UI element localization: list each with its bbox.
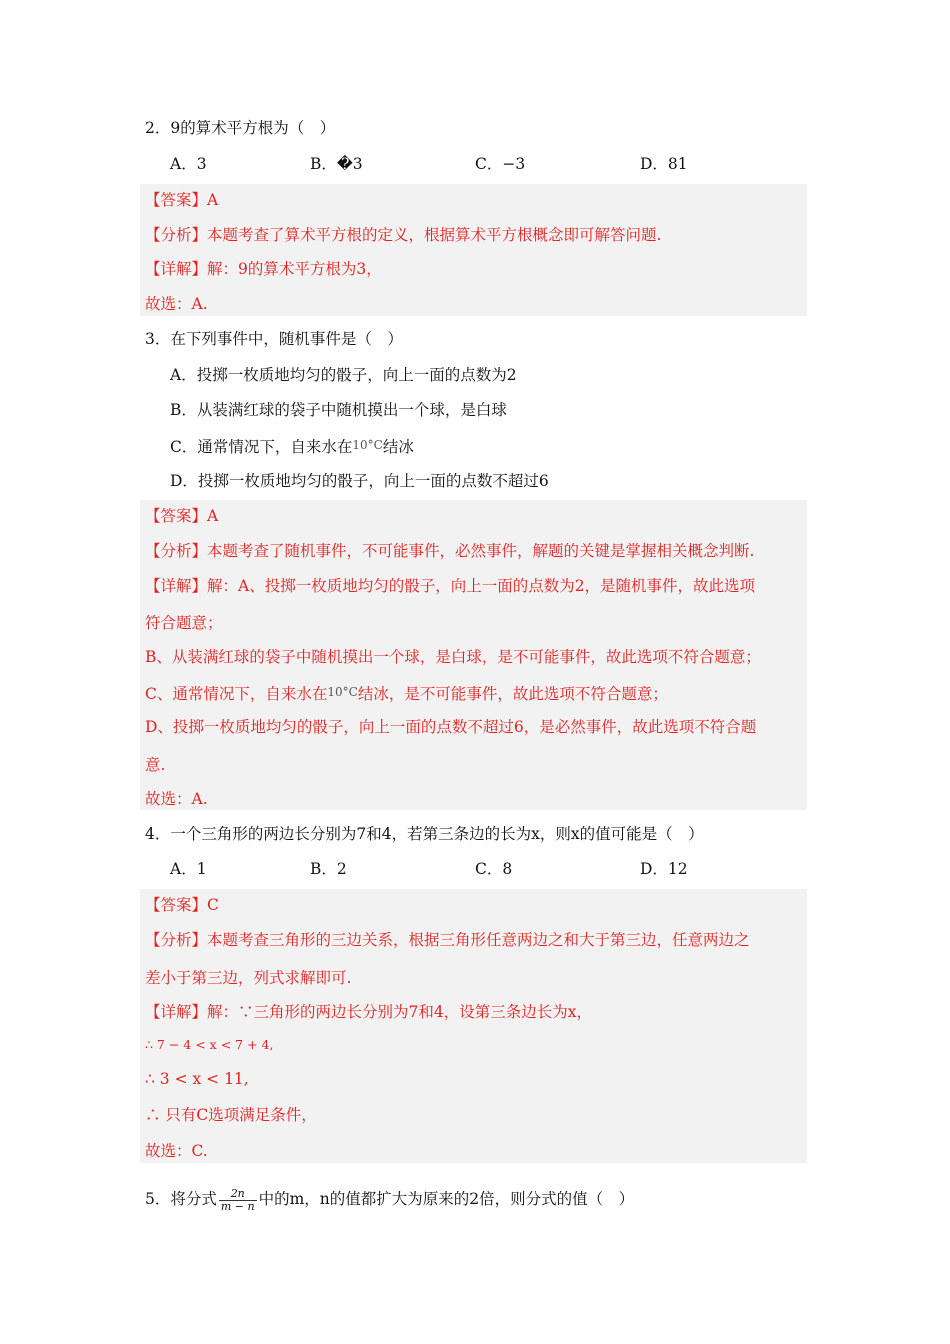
q3-detail-3: B、从装满红球的袋子中随机摸出一个球，是白球，是不可能事件，故此选项不符合题意； [145, 648, 761, 666]
q5-fraction-numerator: 2n [230, 1186, 245, 1200]
q2-analysis: 【分析】本题考查了算术平方根的定义，根据算术平方根概念即可解答问题. [145, 226, 662, 244]
q3-choice: 故选：A. [145, 790, 208, 808]
q5-stem [145, 1182, 634, 1216]
q2-choice: 故选：A. [145, 295, 208, 313]
q4-option-a: A．1 [170, 860, 207, 878]
q3-option-c-post: 结冰 [382, 438, 414, 456]
q3-option-c-temp: 10°C [352, 438, 383, 452]
q3-analysis: 【分析】本题考查了随机事件，不可能事件，必然事件，解题的关键是掌握相关概念判断. [145, 542, 755, 560]
q4-answer: 【答案】C [145, 896, 219, 914]
q4-analysis-2: 差小于第三边，列式求解即可. [145, 969, 352, 987]
q2-stem: 2．9的算术平方根为（ ） [145, 119, 336, 137]
q3-option-a: A．投掷一枚质地均匀的骰子，向上一面的点数为2 [170, 366, 517, 384]
q4-option-d: D．12 [640, 860, 688, 878]
q2-option-d: D．81 [640, 155, 688, 173]
q3-stem: 3．在下列事件中，随机事件是（ ） [145, 330, 403, 348]
q4-math-1: ∴ 7 − 4 < x < 7 + 4, [145, 1037, 274, 1052]
q5-stem-post: 中的m，n的值都扩大为原来的2倍，则分式的值（ ） [258, 1190, 635, 1208]
q2-option-c: C．−3 [475, 155, 526, 173]
q3-detail-2: 符合题意； [145, 614, 223, 632]
q4-option-b: B．2 [310, 860, 347, 878]
q3-option-c [170, 435, 414, 457]
q3-detail-4-temp: 10°C [327, 685, 358, 699]
q3-answer: 【答案】A [145, 507, 219, 525]
q3-option-b: B．从装满红球的袋子中随机摸出一个球，是白球 [170, 401, 507, 419]
q2-detail: 【详解】解：9的算术平方根为3， [145, 260, 382, 278]
q2-option-a: A．3 [170, 155, 207, 173]
q3-detail-4-pre: C、通常情况下，自来水在 [145, 685, 328, 703]
q4-math-2: ∴ 3 < x < 11, [145, 1070, 249, 1088]
q4-option-c: C．8 [475, 860, 513, 878]
q4-stem: 4．一个三角形的两边长分别为7和4，若第三条边的长为x，则x的值可能是（ ） [145, 825, 704, 843]
q3-detail-4-post: 结冰，是不可能事件，故此选项不符合题意； [357, 685, 668, 703]
q3-option-c-pre: C．通常情况下，自来水在 [170, 438, 353, 456]
q5-fraction [219, 1188, 257, 1213]
q2-option-b: B．�3 [310, 155, 363, 173]
q2-answer-box [140, 184, 807, 316]
q4-math-3: ∴ 只有C选项满足条件， [145, 1106, 317, 1124]
q4-analysis-1: 【分析】本题考查三角形的三边关系，根据三角形任意两边之和大于第三边，任意两边之 [145, 931, 750, 949]
q3-option-d: D．投掷一枚质地均匀的骰子，向上一面的点数不超过6 [170, 472, 549, 490]
q3-detail-6: 意. [145, 756, 166, 774]
q5-stem-pre: 5．将分式 [145, 1190, 217, 1208]
q4-choice: 故选：C. [145, 1142, 208, 1160]
q3-detail-5: D、投掷一枚质地均匀的骰子，向上一面的点数不超过6，是必然事件，故此选项不符合题 [145, 718, 757, 736]
q2-answer: 【答案】A [145, 191, 219, 209]
q3-detail-1: 【详解】解：A、投掷一枚质地均匀的骰子，向上一面的点数为2，是随机事件，故此选项 [145, 577, 756, 595]
q3-detail-4 [145, 682, 668, 704]
q4-detail-1: 【详解】解：∵三角形的两边长分别为7和4，设第三条边长为x， [145, 1003, 592, 1021]
q5-fraction-denominator: m − n [220, 1199, 255, 1213]
